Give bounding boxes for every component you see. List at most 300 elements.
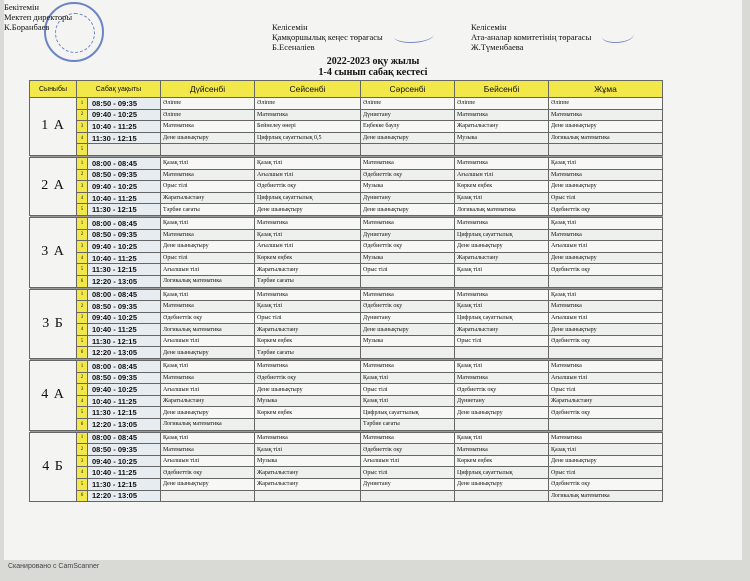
subject-cell: Математика bbox=[361, 289, 455, 301]
table-row bbox=[30, 98, 663, 110]
subject-cell: Еңбекке баулу bbox=[361, 121, 455, 133]
table-row bbox=[30, 479, 663, 491]
table-row bbox=[30, 181, 663, 193]
subject-cell bbox=[255, 144, 361, 156]
table-row bbox=[30, 419, 663, 431]
subject-cell: Қазақ тілі bbox=[455, 264, 549, 276]
subject-cell: Орыс тілі bbox=[255, 312, 361, 324]
table-row bbox=[30, 144, 663, 156]
lesson-number-cell: 2 bbox=[77, 444, 88, 456]
subject-cell: Әліппе bbox=[161, 98, 255, 110]
lesson-number-cell: 3 bbox=[77, 241, 88, 253]
subject-cell: Әдебиеттік оқу bbox=[361, 301, 455, 313]
approval-middle-line-3: Б.Есеналіев bbox=[272, 42, 315, 52]
subject-cell: Дене шынықтыру bbox=[455, 407, 549, 419]
lesson-number-cell: 4 bbox=[77, 324, 88, 336]
subject-cell: Тәрбие сағаты bbox=[361, 419, 455, 431]
subject-cell bbox=[455, 490, 549, 502]
subject-cell: Ағылшын тілі bbox=[161, 335, 255, 347]
lesson-number-cell: 6 bbox=[77, 490, 88, 502]
subject-cell: Әдебиеттік оқу bbox=[361, 169, 455, 181]
lesson-number-cell: 1 bbox=[77, 361, 88, 373]
subject-cell: Ағылшын тілі bbox=[161, 384, 255, 396]
subject-cell: Дене шынықтыру bbox=[161, 407, 255, 419]
subject-cell: Логикалық математика bbox=[161, 419, 255, 431]
subject-cell: Ағылшын тілі bbox=[161, 264, 255, 276]
subject-cell: Логикалық математика bbox=[161, 275, 255, 287]
subject-cell: Математика bbox=[161, 372, 255, 384]
subject-cell bbox=[361, 144, 455, 156]
subject-cell: Музыка bbox=[361, 252, 455, 264]
lesson-time-cell: 12:20 - 13:05 bbox=[88, 347, 161, 359]
approval-left-line-1: Бекітемін bbox=[4, 2, 39, 12]
subject-cell: Ағылшын тілі bbox=[161, 455, 255, 467]
subject-cell: Математика bbox=[361, 361, 455, 373]
lesson-time-cell: 10:40 - 11:25 bbox=[88, 192, 161, 204]
subject-cell: Цифрлық сауаттылық bbox=[455, 467, 549, 479]
signature-right-icon bbox=[602, 28, 634, 43]
subject-cell bbox=[361, 490, 455, 502]
subject-cell: Логикалық математика bbox=[549, 132, 663, 144]
subject-cell: Қазақ тілі bbox=[549, 444, 663, 456]
lesson-time-cell: 08:00 - 08:45 bbox=[88, 361, 161, 373]
subject-cell: Қазақ тілі bbox=[255, 301, 361, 313]
lesson-number-cell: 1 bbox=[77, 289, 88, 301]
subject-cell: Тәрбие сағаты bbox=[255, 275, 361, 287]
subject-cell: Дүниетану bbox=[361, 479, 455, 491]
subject-cell: Қазақ тілі bbox=[161, 217, 255, 229]
lesson-number-cell: 3 bbox=[77, 121, 88, 133]
lesson-number-cell: 2 bbox=[77, 169, 88, 181]
subject-cell: Әдебиеттік оқу bbox=[361, 241, 455, 253]
lesson-time-cell: 08:50 - 09:35 bbox=[88, 301, 161, 313]
lesson-number-cell: 4 bbox=[77, 192, 88, 204]
class-name-cell: 4 А bbox=[30, 361, 77, 431]
lesson-time-cell: 09:40 - 10:25 bbox=[88, 181, 161, 193]
subject-cell: Цифрлық сауаттылық bbox=[361, 407, 455, 419]
table-header-row bbox=[30, 81, 663, 98]
lesson-number-cell: 3 bbox=[77, 181, 88, 193]
approval-block-middle bbox=[272, 22, 383, 52]
lesson-time-cell: 08:00 - 08:45 bbox=[88, 217, 161, 229]
table-row bbox=[30, 109, 663, 121]
subject-cell bbox=[161, 490, 255, 502]
subject-cell: Қазақ тілі bbox=[161, 289, 255, 301]
subject-cell bbox=[361, 347, 455, 359]
subject-cell: Жаратылыстану bbox=[455, 324, 549, 336]
subject-cell: Математика bbox=[255, 289, 361, 301]
lesson-time-cell: 10:40 - 11:25 bbox=[88, 252, 161, 264]
table-row bbox=[30, 490, 663, 502]
subject-cell: Бейнелеу өнері bbox=[255, 121, 361, 133]
class-name-cell: 3 Б bbox=[30, 289, 77, 359]
subject-cell: Жаратылыстану bbox=[255, 324, 361, 336]
approval-middle-line-1: Келісемін bbox=[272, 22, 308, 32]
table-row bbox=[30, 432, 663, 444]
subject-cell: Дене шынықтыру bbox=[549, 324, 663, 336]
subject-cell: Дене шынықтыру bbox=[455, 479, 549, 491]
subject-cell bbox=[455, 144, 549, 156]
document-page bbox=[4, 0, 742, 560]
subject-cell: Математика bbox=[161, 444, 255, 456]
subject-cell bbox=[549, 347, 663, 359]
subject-cell: Орыс тілі bbox=[549, 192, 663, 204]
subject-cell: Жаратылыстану bbox=[455, 252, 549, 264]
lesson-number-cell: 3 bbox=[77, 455, 88, 467]
subject-cell: Қазақ тілі bbox=[455, 301, 549, 313]
header-thursday: Бейсенбі bbox=[455, 81, 549, 98]
lesson-number-cell: 4 bbox=[77, 395, 88, 407]
class-name-cell: 2 А bbox=[30, 157, 77, 215]
table-row bbox=[30, 121, 663, 133]
lesson-time-cell: 11:30 - 12:15 bbox=[88, 407, 161, 419]
class-name-cell: 3 А bbox=[30, 217, 77, 287]
class-name-cell: 4 Б bbox=[30, 432, 77, 502]
approval-right-line-2: Ата-аналар комитетінің төрағасы bbox=[471, 32, 592, 42]
lesson-number-cell: 6 bbox=[77, 275, 88, 287]
subject-cell: Математика bbox=[255, 361, 361, 373]
lesson-time-cell: 12:20 - 13:05 bbox=[88, 275, 161, 287]
subject-cell: Музыка bbox=[361, 335, 455, 347]
scanner-watermark: Сканировано с CamScanner bbox=[8, 563, 100, 570]
subject-cell: Қазақ тілі bbox=[549, 217, 663, 229]
subject-cell: Математика bbox=[361, 217, 455, 229]
subject-cell: Қазақ тілі bbox=[361, 395, 455, 407]
table-row bbox=[30, 217, 663, 229]
lesson-time-cell: 12:20 - 13:05 bbox=[88, 490, 161, 502]
table-row bbox=[30, 169, 663, 181]
subject-cell: Математика bbox=[455, 289, 549, 301]
lesson-time-cell: 11:30 - 12:15 bbox=[88, 204, 161, 216]
subject-cell: Математика bbox=[455, 444, 549, 456]
subject-cell: Көркем еңбек bbox=[255, 407, 361, 419]
header-monday: Дүйсенбі bbox=[161, 81, 255, 98]
table-row bbox=[30, 241, 663, 253]
subject-cell: Әдебиеттік оқу bbox=[549, 407, 663, 419]
subject-cell: Тәрбие сағаты bbox=[161, 204, 255, 216]
subject-cell: Жаратылыстану bbox=[255, 264, 361, 276]
subject-cell bbox=[455, 275, 549, 287]
subject-cell: Әдебиеттік оқу bbox=[455, 384, 549, 396]
approval-right-line-3: Ж.Түменбаева bbox=[471, 42, 524, 52]
lesson-number-cell: 1 bbox=[77, 432, 88, 444]
subject-cell: Қазақ тілі bbox=[549, 157, 663, 169]
subject-cell: Әдебиеттік оқу bbox=[549, 204, 663, 216]
lesson-time-cell: 08:50 - 09:35 bbox=[88, 98, 161, 110]
table-row bbox=[30, 192, 663, 204]
subject-cell: Орыс тілі bbox=[549, 384, 663, 396]
class-name-cell: 1 А bbox=[30, 98, 77, 156]
lesson-time-cell: 08:00 - 08:45 bbox=[88, 157, 161, 169]
subject-cell: Әліппе bbox=[361, 98, 455, 110]
subject-cell: Дүниетану bbox=[361, 229, 455, 241]
table-row bbox=[30, 204, 663, 216]
subject-cell: Математика bbox=[255, 432, 361, 444]
school-year: 2022-2023 оқу жылы bbox=[326, 56, 420, 67]
subject-cell: Әдебиеттік оқу bbox=[549, 264, 663, 276]
lesson-time-cell: 08:50 - 09:35 bbox=[88, 169, 161, 181]
subject-cell: Әліппе bbox=[161, 109, 255, 121]
subject-cell: Математика bbox=[161, 301, 255, 313]
subject-cell: Музыка bbox=[255, 455, 361, 467]
subject-cell: Қазақ тілі bbox=[455, 432, 549, 444]
subject-cell: Дене шынықтыру bbox=[549, 455, 663, 467]
lesson-time-cell: 10:40 - 11:25 bbox=[88, 121, 161, 133]
subject-cell: Математика bbox=[361, 432, 455, 444]
table-row bbox=[30, 444, 663, 456]
approval-block-left bbox=[4, 2, 72, 32]
subject-cell: Жаратылыстану bbox=[455, 121, 549, 133]
subject-cell: Ағылшын тілі bbox=[455, 169, 549, 181]
subject-cell: Математика bbox=[455, 109, 549, 121]
lesson-time-cell: 12:20 - 13:05 bbox=[88, 419, 161, 431]
subject-cell: Математика bbox=[549, 301, 663, 313]
subject-cell: Математика bbox=[255, 217, 361, 229]
subject-cell: Математика bbox=[161, 121, 255, 133]
lesson-number-cell: 5 bbox=[77, 407, 88, 419]
subject-cell: Қазақ тілі bbox=[455, 192, 549, 204]
subject-cell: Математика bbox=[161, 229, 255, 241]
lesson-number-cell: 5 bbox=[77, 204, 88, 216]
lesson-time-cell: 09:40 - 10:25 bbox=[88, 109, 161, 121]
subject-cell: Математика bbox=[549, 229, 663, 241]
approval-middle-line-2: Қамқоршылық кеңес төрағасы bbox=[272, 32, 383, 42]
table-row bbox=[30, 275, 663, 287]
subject-cell: Музыка bbox=[455, 132, 549, 144]
subject-cell: Қазақ тілі bbox=[255, 157, 361, 169]
subject-cell: Көркем еңбек bbox=[255, 335, 361, 347]
subject-cell: Дене шынықтыру bbox=[455, 241, 549, 253]
schedule-title: 1-4 сынып сабақ кестесі bbox=[318, 67, 428, 78]
subject-cell: Математика bbox=[549, 361, 663, 373]
subject-cell: Әдебиеттік оқу bbox=[361, 444, 455, 456]
subject-cell: Цифрлық сауаттылық bbox=[455, 229, 549, 241]
subject-cell bbox=[455, 347, 549, 359]
lesson-number-cell: 1 bbox=[77, 157, 88, 169]
subject-cell: Қазақ тілі bbox=[455, 361, 549, 373]
lesson-number-cell: 6 bbox=[77, 419, 88, 431]
table-row bbox=[30, 229, 663, 241]
subject-cell: Логикалық математика bbox=[549, 490, 663, 502]
subject-cell: Әдебиеттік оқу bbox=[255, 372, 361, 384]
lesson-number-cell: 6 bbox=[77, 347, 88, 359]
lesson-time-cell: 08:50 - 09:35 bbox=[88, 229, 161, 241]
lesson-number-cell: 1 bbox=[77, 98, 88, 110]
subject-cell: Көркем еңбек bbox=[455, 181, 549, 193]
table-row bbox=[30, 384, 663, 396]
subject-cell: Логикалық математика bbox=[161, 324, 255, 336]
lesson-time-cell: 11:30 - 12:15 bbox=[88, 264, 161, 276]
table-row bbox=[30, 395, 663, 407]
subject-cell: Дүниетану bbox=[361, 192, 455, 204]
subject-cell: Дене шынықтыру bbox=[161, 479, 255, 491]
subject-cell: Жаратылыстану bbox=[161, 395, 255, 407]
lesson-number-cell: 5 bbox=[77, 264, 88, 276]
subject-cell: Қазақ тілі bbox=[161, 361, 255, 373]
subject-cell: Дене шынықтыру bbox=[361, 132, 455, 144]
subject-cell: Әліппе bbox=[549, 98, 663, 110]
subject-cell: Ағылшын тілі bbox=[255, 169, 361, 181]
subject-cell: Дене шынықтыру bbox=[549, 121, 663, 133]
lesson-number-cell: 2 bbox=[77, 229, 88, 241]
lesson-number-cell: 4 bbox=[77, 252, 88, 264]
subject-cell: Әдебиеттік оқу bbox=[255, 181, 361, 193]
subject-cell: Орыс тілі bbox=[361, 264, 455, 276]
subject-cell: Әліппе bbox=[255, 98, 361, 110]
subject-cell: Әдебиеттік оқу bbox=[549, 479, 663, 491]
lesson-number-cell: 2 bbox=[77, 372, 88, 384]
approval-right-line-1: Келісемін bbox=[471, 22, 507, 32]
lesson-time-cell: 08:50 - 09:35 bbox=[88, 372, 161, 384]
subject-cell bbox=[549, 419, 663, 431]
subject-cell: Қазақ тілі bbox=[255, 229, 361, 241]
subject-cell: Ағылшын тілі bbox=[549, 312, 663, 324]
table-row bbox=[30, 347, 663, 359]
subject-cell: Орыс тілі bbox=[361, 467, 455, 479]
lesson-time-cell bbox=[88, 144, 161, 156]
subject-cell: Математика bbox=[549, 432, 663, 444]
header-wednesday: Сәрсенбі bbox=[361, 81, 455, 98]
lesson-number-cell: 4 bbox=[77, 467, 88, 479]
table-row bbox=[30, 264, 663, 276]
subject-cell: Математика bbox=[361, 157, 455, 169]
subject-cell: Ағылшын тілі bbox=[549, 241, 663, 253]
subject-cell: Жаратылыстану bbox=[549, 395, 663, 407]
subject-cell bbox=[455, 419, 549, 431]
subject-cell: Көркем еңбек bbox=[255, 252, 361, 264]
subject-cell bbox=[255, 490, 361, 502]
lesson-time-cell: 11:30 - 12:15 bbox=[88, 479, 161, 491]
table-row bbox=[30, 467, 663, 479]
subject-cell: Қазақ тілі bbox=[255, 444, 361, 456]
subject-cell: Әдебиеттік оқу bbox=[161, 312, 255, 324]
lesson-time-cell: 08:00 - 08:45 bbox=[88, 432, 161, 444]
subject-cell: Математика bbox=[455, 217, 549, 229]
subject-cell: Дене шынықтыру bbox=[255, 384, 361, 396]
lesson-number-cell: 5 bbox=[77, 479, 88, 491]
table-row bbox=[30, 252, 663, 264]
subject-cell: Музыка bbox=[255, 395, 361, 407]
subject-cell: Дүниетану bbox=[455, 395, 549, 407]
lesson-time-cell: 09:40 - 10:25 bbox=[88, 241, 161, 253]
subject-cell: Әдебиеттік оқу bbox=[549, 335, 663, 347]
subject-cell: Дене шынықтыру bbox=[361, 204, 455, 216]
schedule-table bbox=[29, 80, 663, 502]
subject-cell bbox=[361, 275, 455, 287]
header-class: Сыныбы bbox=[30, 81, 77, 98]
subject-cell bbox=[255, 419, 361, 431]
lesson-number-cell: 2 bbox=[77, 109, 88, 121]
subject-cell: Дене шынықтыру bbox=[255, 204, 361, 216]
subject-cell: Математика bbox=[549, 169, 663, 181]
table-row bbox=[30, 335, 663, 347]
subject-cell: Әдебиеттік оқу bbox=[161, 467, 255, 479]
subject-cell: Дүниетану bbox=[361, 312, 455, 324]
subject-cell: Цифрлық сауаттылық bbox=[255, 192, 361, 204]
subject-cell: Цифрлық сауаттылық bbox=[455, 312, 549, 324]
table-row bbox=[30, 289, 663, 301]
subject-cell: Дене шынықтыру bbox=[161, 132, 255, 144]
subject-cell: Математика bbox=[549, 109, 663, 121]
lesson-number-cell: 4 bbox=[77, 132, 88, 144]
table-row bbox=[30, 455, 663, 467]
table-row bbox=[30, 312, 663, 324]
subject-cell: Орыс тілі bbox=[161, 181, 255, 193]
subject-cell: Қазақ тілі bbox=[549, 289, 663, 301]
subject-cell: Орыс тілі bbox=[161, 252, 255, 264]
lesson-number-cell: 2 bbox=[77, 301, 88, 313]
subject-cell: Логикалық математика bbox=[455, 204, 549, 216]
subject-cell: Көркем еңбек bbox=[455, 455, 549, 467]
subject-cell: Ағылшын тілі bbox=[549, 372, 663, 384]
subject-cell: Дене шынықтыру bbox=[161, 347, 255, 359]
subject-cell: Дене шынықтыру bbox=[549, 181, 663, 193]
subject-cell: Жаратылыстану bbox=[255, 467, 361, 479]
subject-cell: Математика bbox=[455, 372, 549, 384]
lesson-number-cell: 1 bbox=[77, 217, 88, 229]
lesson-time-cell: 10:40 - 11:25 bbox=[88, 467, 161, 479]
subject-cell: Жаратылыстану bbox=[161, 192, 255, 204]
lesson-time-cell: 10:40 - 11:25 bbox=[88, 395, 161, 407]
lesson-time-cell: 09:40 - 10:25 bbox=[88, 455, 161, 467]
subject-cell: Қазақ тілі bbox=[161, 157, 255, 169]
subject-cell: Дене шынықтыру bbox=[361, 324, 455, 336]
table-row bbox=[30, 132, 663, 144]
subject-cell bbox=[549, 275, 663, 287]
table-row bbox=[30, 324, 663, 336]
approval-block-right bbox=[471, 22, 591, 52]
subject-cell: Ағылшын тілі bbox=[361, 455, 455, 467]
subject-cell: Қазақ тілі bbox=[361, 372, 455, 384]
approval-left-line-2: Мектеп директоры bbox=[4, 12, 73, 22]
table-row bbox=[30, 361, 663, 373]
lesson-time-cell: 10:40 - 11:25 bbox=[88, 324, 161, 336]
header-friday: Жұма bbox=[549, 81, 663, 98]
lesson-number-cell: 5 bbox=[77, 335, 88, 347]
signature-middle-icon bbox=[394, 28, 434, 43]
subject-cell: Қазақ тілі bbox=[161, 432, 255, 444]
lesson-time-cell: 09:40 - 10:25 bbox=[88, 384, 161, 396]
subject-cell: Орыс тілі bbox=[455, 335, 549, 347]
table-row bbox=[30, 372, 663, 384]
header-tuesday: Сейсенбі bbox=[255, 81, 361, 98]
lesson-time-cell: 08:00 - 08:45 bbox=[88, 289, 161, 301]
subject-cell: Дене шынықтыру bbox=[161, 241, 255, 253]
subject-cell: Математика bbox=[255, 109, 361, 121]
header-time: Сабақ уақыты bbox=[77, 81, 161, 98]
lesson-time-cell: 11:30 - 12:15 bbox=[88, 335, 161, 347]
subject-cell: Дүниетану bbox=[361, 109, 455, 121]
subject-cell: Музыка bbox=[361, 181, 455, 193]
subject-cell: Тәрбие сағаты bbox=[255, 347, 361, 359]
subject-cell: Математика bbox=[455, 157, 549, 169]
lesson-number-cell: 3 bbox=[77, 384, 88, 396]
lesson-number-cell: 3 bbox=[77, 312, 88, 324]
lesson-number-cell: 5 bbox=[77, 144, 88, 156]
subject-cell: Дене шынықтыру bbox=[549, 252, 663, 264]
subject-cell: Орыс тілі bbox=[549, 467, 663, 479]
subject-cell: Цифрлық сауаттылық 0,5 bbox=[255, 132, 361, 144]
subject-cell: Ағылшын тілі bbox=[255, 241, 361, 253]
subject-cell: Орыс тілі bbox=[361, 384, 455, 396]
subject-cell: Әліппе bbox=[455, 98, 549, 110]
table-row bbox=[30, 157, 663, 169]
approval-left-line-3: К.Боранбаев bbox=[4, 22, 50, 32]
lesson-time-cell: 11:30 - 12:15 bbox=[88, 132, 161, 144]
table-row bbox=[30, 301, 663, 313]
subject-cell bbox=[161, 144, 255, 156]
subject-cell: Жаратылыстану bbox=[255, 479, 361, 491]
